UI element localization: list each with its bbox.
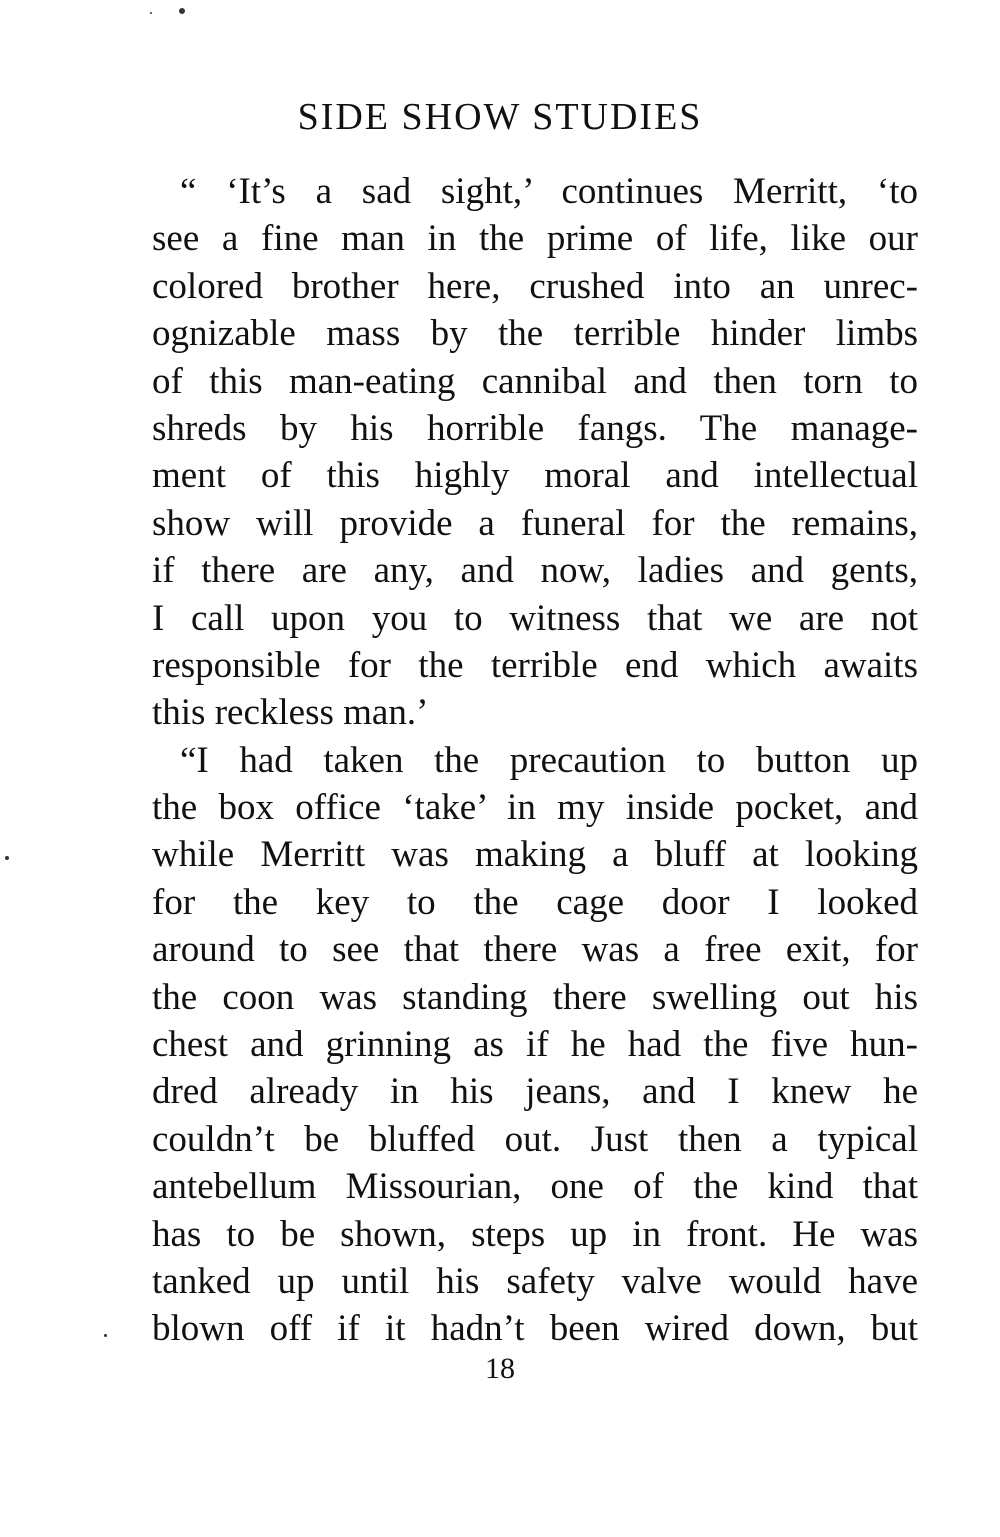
print-speck	[150, 12, 152, 14]
text-line: while Merritt was making a bluff at looking	[152, 834, 918, 876]
body-text	[152, 168, 918, 1353]
text-line: I call upon you to witness that we are not	[152, 597, 918, 639]
running-head: SIDE SHOW STUDIES	[297, 96, 703, 138]
text-line: see a fine man in the prime of life, like our	[152, 218, 918, 260]
text-line: “ ‘It’s a sad sight,’ continues Merritt, ‘to	[180, 171, 918, 212]
text-line: tanked up until his safety valve would have	[152, 1260, 918, 1302]
text-line: show will provide a funeral for the remains,	[152, 502, 918, 544]
text-line: the box office ‘take’ in my inside pocket, and	[152, 787, 918, 829]
text-line: of this man-eating cannibal and then torn to	[152, 360, 918, 402]
text-line: couldn’t be bluffed out. Just then a typical	[152, 1118, 918, 1160]
print-speck	[179, 8, 185, 14]
paragraph	[152, 737, 918, 1353]
text-line: shreds by his horrible fangs. The manage-	[152, 407, 918, 449]
text-line: has to be shown, steps up in front. He was	[152, 1213, 918, 1255]
text-line: the coon was standing there swelling out his	[152, 976, 918, 1018]
text-line: chest and grinning as if he had the five hun-	[152, 1024, 918, 1066]
text-line: for the key to the cage door I looked	[152, 881, 918, 923]
text-line: “I had taken the precaution to button up	[180, 739, 918, 781]
text-line: this reckless man.’	[152, 692, 429, 734]
page-number: 18	[485, 1352, 515, 1385]
text-line: dred already in his jeans, and I knew he	[152, 1071, 918, 1113]
text-line: ment of this highly moral and intellectual	[152, 455, 918, 497]
text-line: if there are any, and now, ladies and gents,	[152, 550, 918, 592]
text-line: ognizable mass by the terrible hinder limbs	[152, 313, 918, 355]
text-line: around to see that there was a free exit, for	[152, 929, 918, 971]
text-line: responsible for the terrible end which awaits	[152, 644, 918, 686]
text-line: blown off if it hadn’t been wired down, but	[152, 1308, 918, 1350]
paragraph	[152, 168, 918, 737]
print-speck	[104, 1334, 107, 1337]
print-speck	[5, 856, 9, 860]
text-line: colored brother here, crushed into an unrec-	[152, 265, 918, 307]
text-line: antebellum Missourian, one of the kind that	[152, 1166, 918, 1208]
